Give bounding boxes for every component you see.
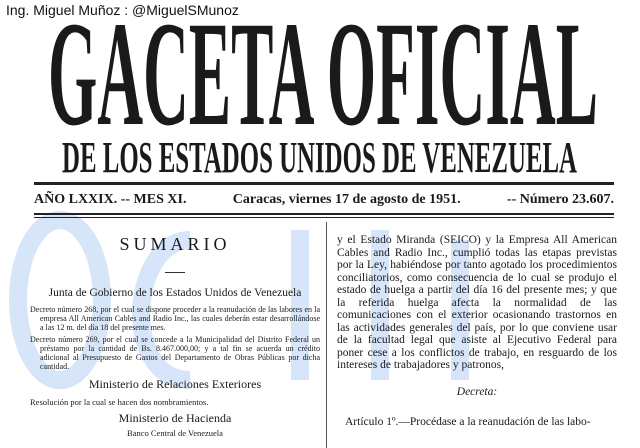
subsection-banco: Banco Central de Venezuela — [127, 428, 223, 438]
bottom-rule-thin — [34, 217, 614, 218]
masthead-title — [0, 0, 640, 128]
article-1: Artículo 1º.—Procédase a la reanudación de las labo- — [345, 416, 591, 428]
top-rule — [34, 182, 614, 185]
body-paragraph: y el Estado Miranda (SEICO) y la Empresa All American Cables and Radio Inc., cumplió todas las etapas previstas por la Ley, habiéndose por tanto agotado los procedimientos conciliatorios, como consecuencia de lo cual se produjo el estado de huelga a partir del día 16 del presente mes; y que la referida huelga afecta la normalidad de las comunicaciones con el exterior ocasionando trastornos en las actividades generales del país, por lo que conviene usar de la facultad legal que asiste al Ejecutivo Federal para poner cese a los conflictos de trabajo, en resguardo de los intereses de trabajadores y patronos, — [337, 234, 617, 371]
issue-number: -- Número 23.607. — [506, 192, 614, 207]
dateline — [34, 192, 614, 208]
issue-date: Caracas, viernes 17 de agosto de 1951. — [232, 192, 461, 207]
column-divider — [326, 222, 327, 448]
sumario-item: Resolución por la cual se hacen dos nombramientos. — [30, 397, 209, 407]
decreta-heading: Decreta: — [456, 385, 498, 398]
divider — [165, 272, 185, 273]
masthead-subtitle — [0, 128, 640, 178]
masthead-subtitle-text: DE LOS ESTADOS UNIDOS DE VENEZUELA — [62, 133, 578, 178]
sumario-item: Decreto número 269, por el cual se concede a la Municipalidad del Distrito Federal un préstamo por la cantidad de Bs. 8.467.000,00; y a tal fin se acuerda un crédito adicional al Presupuesto de Gastos del Departamento de Obras Públicas por dicha cantidad. — [30, 335, 320, 371]
issue-year: AÑO LXXIX. -- MES XI. — [34, 192, 187, 207]
sumario-column — [30, 230, 320, 438]
masthead-title-text: GACETA OFICIAL — [48, 0, 598, 128]
sumario-heading: SUMARIO — [119, 234, 231, 254]
author-credit: Ing. Miguel Muñoz : @MiguelSMunoz — [6, 2, 239, 18]
section-relaciones: Ministerio de Relaciones Exteriores — [88, 377, 262, 391]
sumario-item: Decreto número 268, por el cual se dispone proceder a la reanudación de las labores en la empresa All American Cables and Radio Inc., las cuales deberán estar desarrollándose a las 12 m. del día 18 del presente mes. — [30, 305, 320, 332]
section-hacienda: Ministerio de Hacienda — [118, 411, 232, 425]
section-junta: Junta de Gobierno de los Estados Unidos de Venezuela — [48, 287, 302, 299]
bottom-rule — [34, 213, 614, 215]
body-column — [337, 234, 617, 429]
